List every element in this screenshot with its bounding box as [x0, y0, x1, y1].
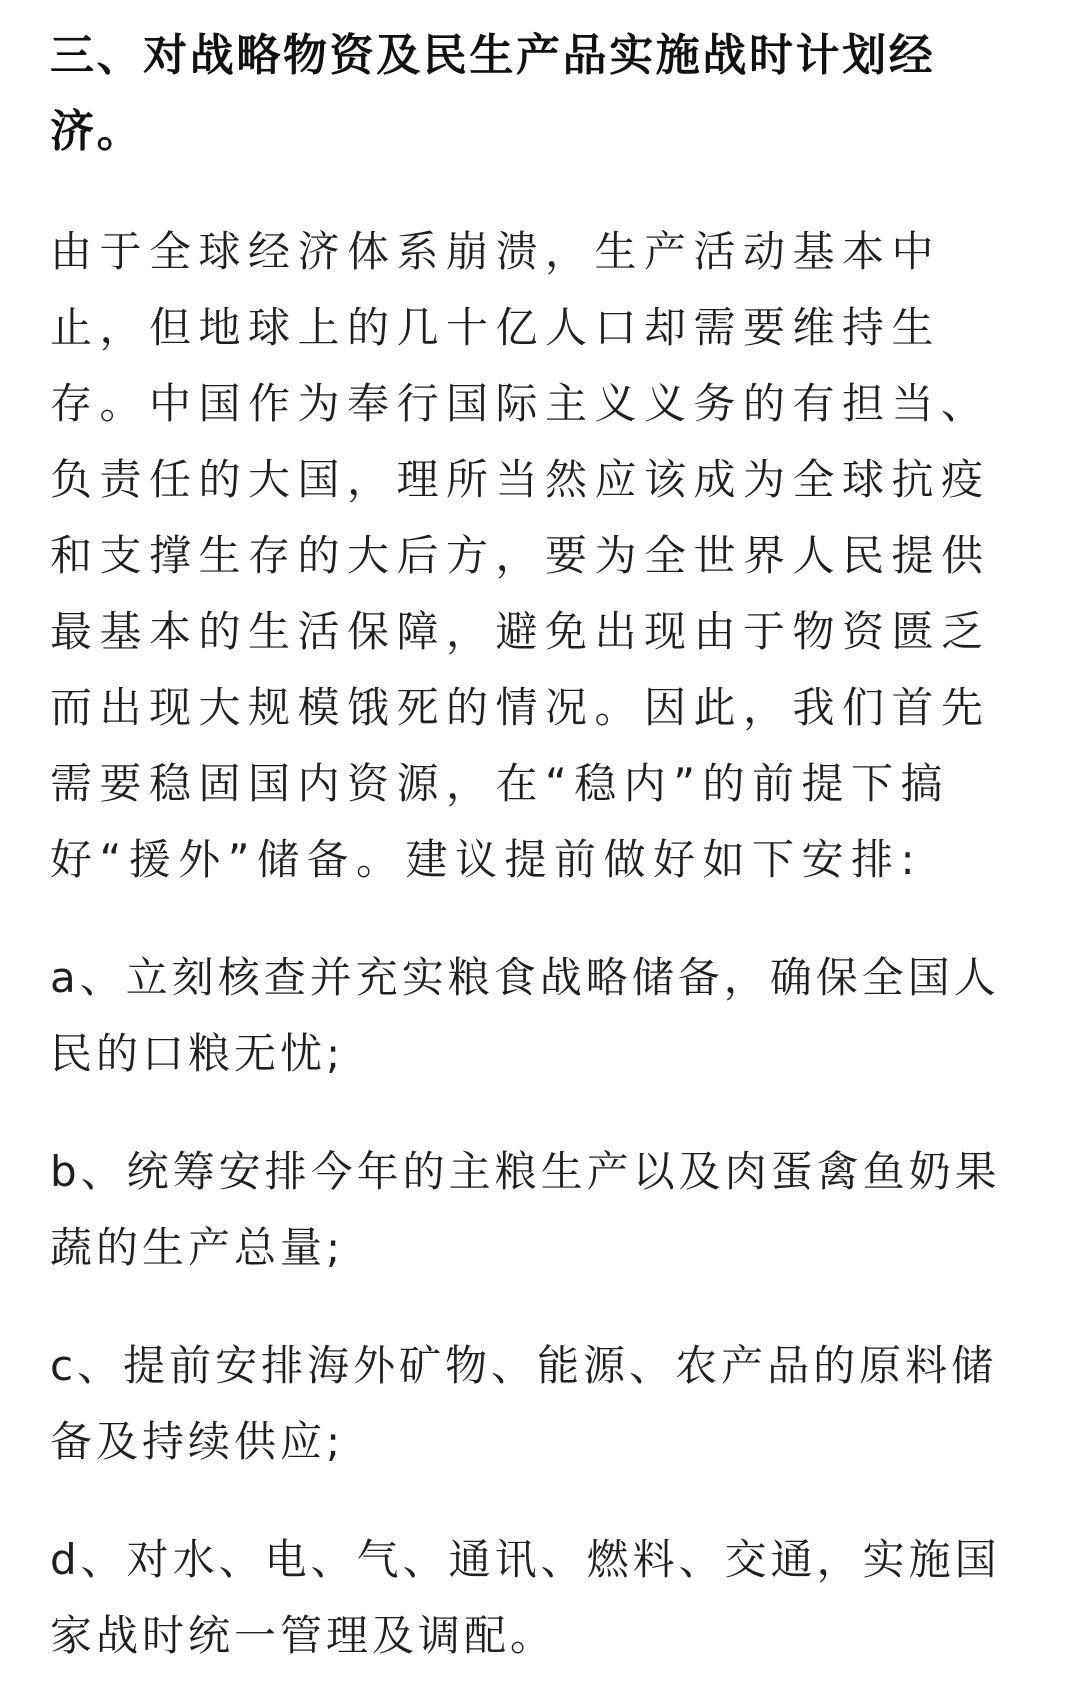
recommendation-list: [50, 940, 1026, 1674]
intro-paragraph: 由于全球经济体系崩溃，生产活动基本中止，但地球上的几十亿人口却需要维持生存。中国作为奉行国际主义义务的有担当、负责任的大国，理所当然应该成为全球抗疫和支撑生存的大后方，要为全世界人民提供最基本的生活保障，避免出现由于物资匮乏而出现大规模饿死的情况。因此，我们首先需要稳固国内资源，在“稳内”的前提下搞好“援外”储备。建议提前做好如下安排:: [50, 227, 991, 884]
list-item-d: d、对水、电、气、通讯、燃料、交通，实施国家战时统一管理及调配。: [50, 1535, 1001, 1660]
list-item-b: b、统筹安排今年的主粮生产以及肉蛋禽鱼奶果蔬的生产总量;: [50, 1147, 1001, 1272]
list-item-c: c、提前安排海外矿物、能源、农产品的原料储备及持续供应;: [50, 1341, 998, 1466]
list-item-a: a、立刻核查并充实粮食战略储备，确保全国人民的口粮无忧;: [50, 953, 1000, 1078]
section-heading: 三、对战略物资及民生产品实施战时计划经济。: [50, 30, 936, 157]
